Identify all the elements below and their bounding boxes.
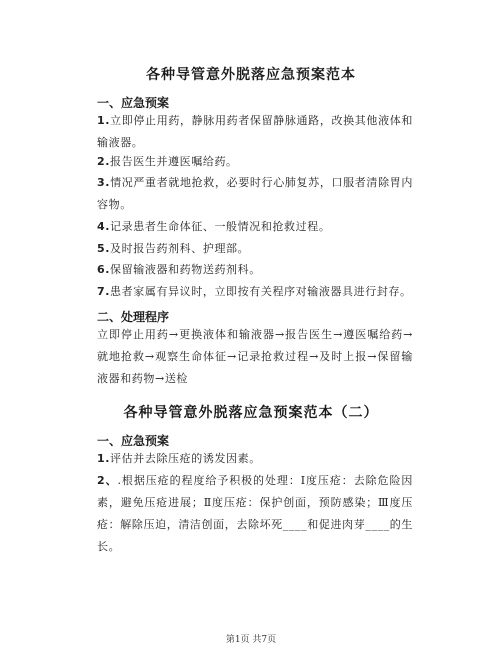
item-text: 患者家属有异议时，立即按有关程序对输液器具进行封存。: [110, 285, 412, 298]
list-item: [97, 238, 413, 260]
page-footer: 第1页 共7页: [225, 635, 277, 645]
list-item: [97, 151, 413, 173]
item-text: 报告医生并遵医嘱给药。: [110, 155, 238, 168]
section-heading-emergency-plan: 一、应急预案: [97, 96, 170, 110]
section-heading-procedure: 二、处理程序: [97, 310, 170, 324]
item-text: 情况严重者就地抢救，必要时行心肺复苏，口服者清除胃内容物。: [97, 176, 413, 211]
item-text: 立即停止用药，静脉用药者保留静脉通路，改换其他液体和输液器。: [97, 114, 413, 149]
section-heading-emergency-plan-2: 一、应急预案: [97, 434, 170, 448]
item-number: 3.: [97, 176, 111, 189]
list-item: [97, 448, 413, 470]
item-number: 1.: [97, 452, 111, 465]
item-text: .根据压疮的程度给予积极的处理：Ⅰ度压疮：去除危险因素，避免压疮进展；Ⅱ度压疮：保护创面，预防感染；Ⅲ度压疮：解除压迫，清洁创面，去除坏死____和促进肉芽____的生长。: [97, 474, 413, 553]
item-number: 5.: [97, 242, 111, 255]
document-title-2: 各种导管意外脱落应急预案范本（二）: [123, 405, 379, 421]
item-number: 4.: [97, 220, 111, 233]
item-number: 6.: [97, 263, 111, 276]
item-number: 2.: [97, 155, 111, 168]
item-text: 评估并去除压疮的诱发因素。: [110, 452, 261, 465]
list-item: [97, 281, 413, 303]
list-item: [97, 172, 413, 216]
list-item: [97, 470, 413, 558]
item-number: 1.: [97, 114, 111, 127]
item-number: 7.: [97, 285, 111, 298]
item-number: 2、: [97, 474, 118, 487]
document-title: 各种导管意外脱落应急预案范本: [146, 67, 356, 83]
item-text: 及时报告药剂科、护理部。: [110, 242, 250, 255]
procedure-text: 立即停止用药→更换液体和输液器→报告医生→遵医嘱给药→就地抢救→观察生命体征→记录抢救过程→及时上报→保留输液器和药物→送检: [97, 328, 413, 385]
list-item: [97, 216, 413, 238]
list-item: [97, 259, 413, 281]
list-item: [97, 110, 413, 154]
item-text: 记录患者生命体征、一般情况和抢救过程。: [110, 220, 331, 233]
item-text: 保留输液器和药物送药剂科。: [110, 263, 261, 276]
